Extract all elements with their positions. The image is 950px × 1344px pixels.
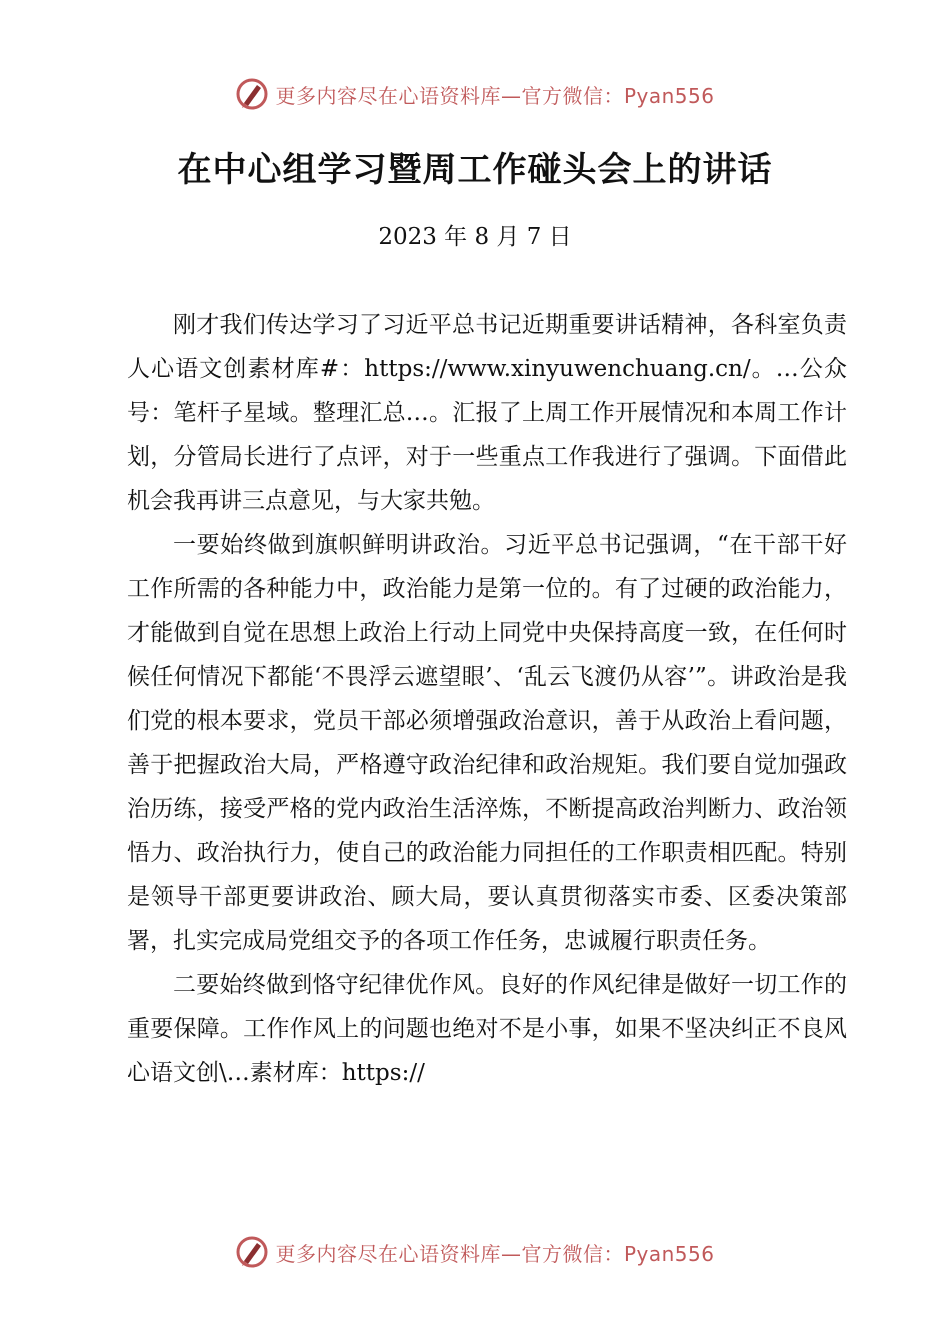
banner-text: 更多内容尽在心语资料库—官方微信：Pyan556 [275, 83, 715, 108]
header-banner [0, 74, 950, 114]
footer-banner [0, 1232, 950, 1272]
banner-text: 更多内容尽在心语资料库—官方微信：Pyan556 [275, 1241, 715, 1266]
document-title: 在中心组学习暨周工作碰头会上的讲话 [177, 150, 773, 190]
paragraph-1: 刚才我们传达学习了习近平总书记近期重要讲话精神，各科室负责人心语文创素材库#：https://www.xinyuwenchuang.cn/。…公众号：笔杆子星域。整理汇总…。汇报了上周工作开展情况和本周工作计划，分管局长进行了点评，对于一些重点工作我进行了强调。下面借此机会我再讲三点意见，与大家共勉。 [127, 312, 847, 514]
paragraph-2: 一要始终做到旗帜鲜明讲政治。习近平总书记强调，“在干部干好工作所需的各种能力中，政治能力是第一位的。有了过硬的政治能力，才能做到自觉在思想上政治上行动上同党中央保持高度一致，在任何时候任何情况下都能‘不畏浮云遮望眼’、‘乱云飞渡仍从容’”。讲政治是我们党的根本要求，党员干部必须增强政治意识，善于从政治上看问题，善于把握政治大局，严格遵守政治纪律和政治规矩。我们要自觉加强政治历练，接受严格的党内政治生活淬炼，不断提高政治判断力、政治领悟力、政治执行力，使自己的政治能力同担任的工作职责相匹配。特别是领导干部更要讲政治、顾大局，要认真贯彻落实市委、区委决策部署，扎实完成局党组交予的各项工作任务，忠诚履行职责任务。 [127, 532, 847, 954]
paragraph-3: 二要始终做到恪守纪律优作风。良好的作风纪律是做好一切工作的重要保障。工作作风上的问题也绝对不是小事，如果不坚决纠正不良风心语文创\…素材库：https:// [127, 972, 847, 1086]
document-date: 2023 年 8 月 7 日 [378, 224, 572, 250]
pen-logo-icon [235, 1235, 269, 1269]
document-body [127, 303, 847, 1095]
pen-logo-icon [235, 77, 269, 111]
